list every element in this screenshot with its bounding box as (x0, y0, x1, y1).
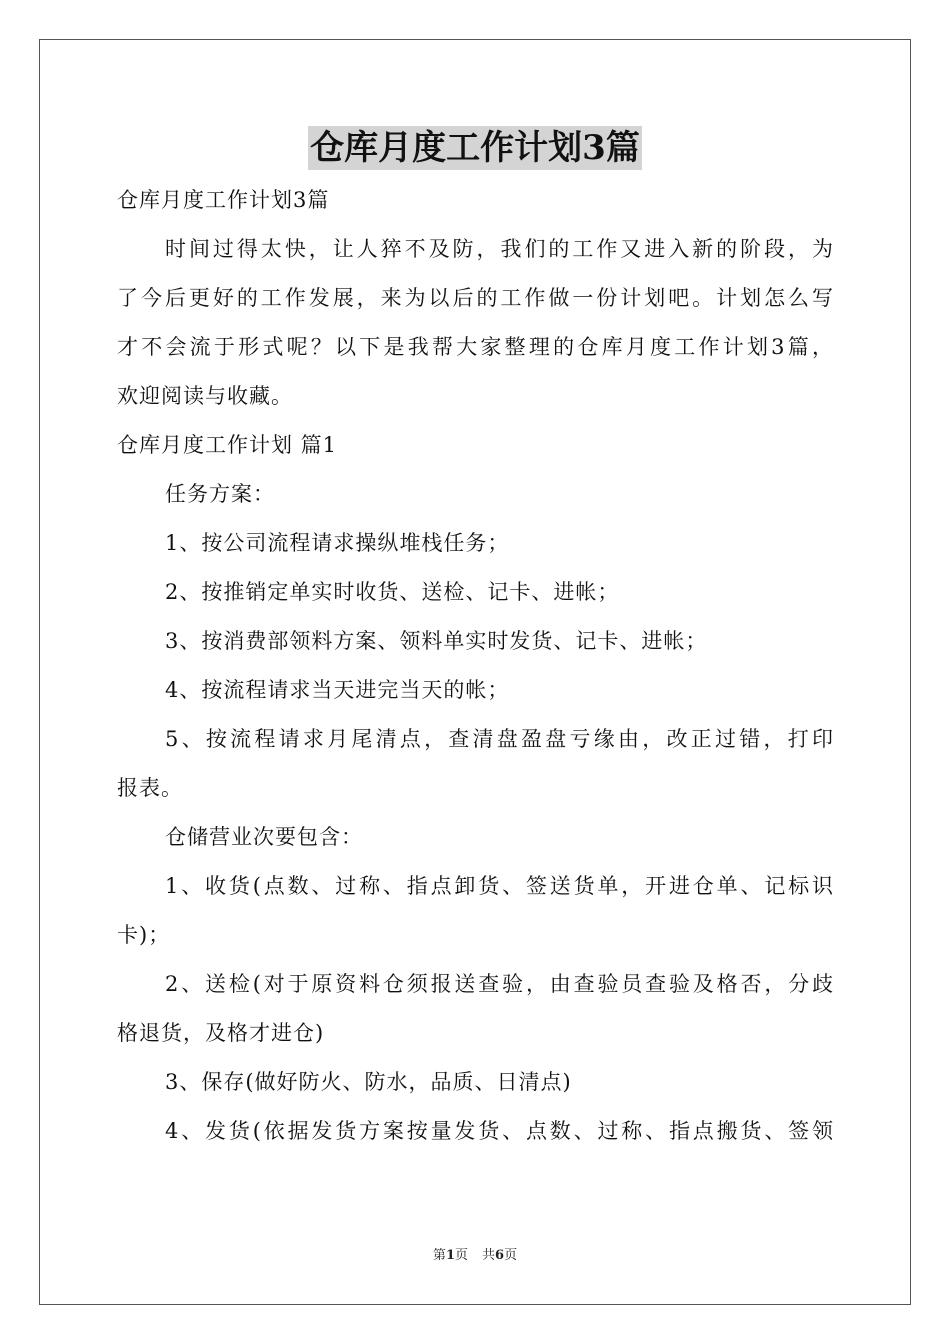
text-line: 仓库月度工作计划 篇1 (117, 433, 338, 457)
page-total-prefix: 共 (482, 1248, 496, 1263)
text-line: 欢迎阅读与收藏。 (117, 384, 293, 408)
text-line: 格退货，及格才进仓) (117, 1021, 325, 1045)
text-line: 1、按公司流程请求操纵堆栈任务； (165, 531, 510, 555)
text-line: 了今后更好的工作发展，来为以后的工作做一份计划吧。计划怎么写 (117, 286, 833, 310)
text-line: 任务方案： (165, 482, 275, 506)
text-line: 4、发货(依据发货方案按量发货、点数、过称、指点搬货、签领 (165, 1119, 833, 1143)
text-line: 2、按推销定单实时收货、送检、记卡、进帐； (165, 580, 620, 604)
page-total-suffix: 页 (504, 1248, 518, 1263)
text-line: 时间过得太快，让人猝不及防，我们的工作又进入新的阶段，为 (165, 237, 833, 261)
text-line: 仓储营业次要包含： (165, 825, 363, 849)
text-line: 4、按流程请求当天进完当天的帐； (165, 678, 510, 702)
text-line: 才不会流于形式呢？以下是我帮大家整理的仓库月度工作计划3篇， (117, 335, 833, 359)
text-line: 1、收货(点数、过称、指点卸货、签送货单，开进仓单、记标识 (165, 874, 833, 898)
text-line: 卡)； (117, 923, 171, 947)
text-line: 5、按流程请求月尾清点，查清盘盈盘亏缘由，改正过错，打印 (165, 727, 833, 751)
document-subtitle: 仓库月度工作计划3篇 (117, 188, 330, 212)
text-line: 3、按消费部领料方案、领料单实时发货、记卡、进帐； (165, 629, 708, 653)
title-wrap (0, 126, 950, 170)
page-number-prefix: 第 (432, 1248, 446, 1263)
text-line: 3、保存(做好防火、防水，品质、日清点) (165, 1070, 572, 1094)
text-line: 2、送检(对于原资料仓须报送查验，由查验员查验及格否，分歧 (165, 972, 833, 996)
page-number-current: 1 (445, 1248, 455, 1263)
page-total: 6 (495, 1248, 505, 1263)
page-title: 仓库月度工作计划3篇 (310, 128, 640, 168)
text-line: 报表。 (117, 776, 183, 800)
page-footer (0, 1246, 950, 1266)
document-body (117, 176, 833, 1156)
page-number-suffix: 页 (454, 1248, 468, 1263)
